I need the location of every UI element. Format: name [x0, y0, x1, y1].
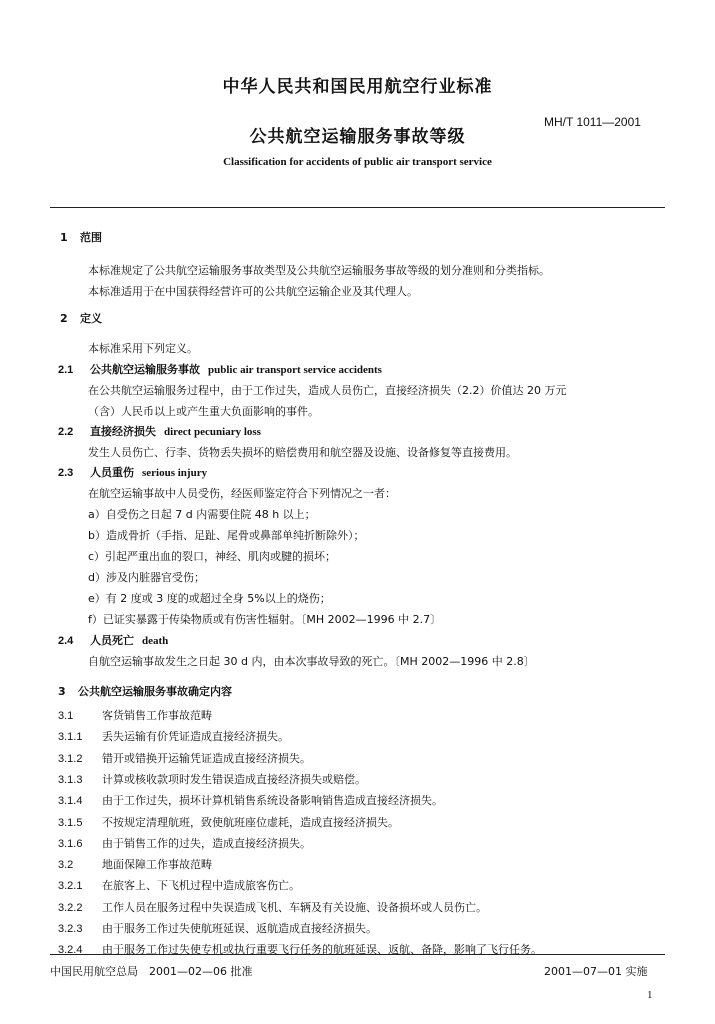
- clause-number: 3.2.3: [58, 923, 83, 935]
- paragraph: （含）人民币以上或产生重大负面影响的事件。: [88, 405, 319, 418]
- term-zh: 公共航空运输服务事故: [90, 363, 200, 376]
- standard-category-title: 中华人民共和国民用航空行业标准: [222, 77, 493, 97]
- clause-number: 3.1.6: [58, 837, 83, 850]
- clause-row: [58, 707, 212, 723]
- clause-number: 3.1.1: [58, 731, 83, 744]
- clause-number: 3.2.4: [58, 944, 83, 957]
- clause-number: 3.2.1: [58, 880, 83, 893]
- list-item: e）有 2 度或 3 度的或超过全身 5%以上的烧伤；: [88, 592, 331, 605]
- clause-row: [58, 856, 212, 872]
- clause-text: 错开或错换开运输凭证造成直接经济损失。: [102, 751, 311, 765]
- section-1-heading: [60, 229, 102, 245]
- term-en: death: [142, 635, 169, 647]
- clause-row: [58, 835, 311, 851]
- section-title: 范围: [80, 231, 102, 244]
- issuer-approval: 中国民用航空总局 2001—02—06 批准: [50, 965, 253, 978]
- list-item: b）造成骨折（手指、足趾、尾骨或鼻部单纯折断除外）；: [88, 529, 365, 542]
- term-zh: 人员重伤: [90, 466, 134, 479]
- section-title: 公共航空运输服务事故确定内容: [78, 685, 232, 698]
- clause-number: 3.2.2: [58, 901, 83, 914]
- definition-2-2-heading: [58, 423, 261, 439]
- list-item: a）自受伤之日起 7 d 内需要住院 48 h 以上；: [88, 508, 316, 521]
- clause-number: 3.1.3: [58, 773, 83, 786]
- section-number: 2: [60, 312, 68, 325]
- clause-row: [58, 899, 487, 915]
- clause-number: 3.2: [58, 859, 74, 872]
- paragraph: 发生人员伤亡、行李、货物丢失损坏的赔偿费用和航空器及设施、设备修复等直接费用。: [88, 446, 517, 459]
- clause-text: 不按规定清理航班，致使航班座位虚耗，造成直接经济损失。: [102, 815, 399, 829]
- term-en: direct pecuniary loss: [164, 426, 261, 438]
- clause-text: 由于工作过失，损坏计算机销售系统设备影响销售造成直接经济损失。: [102, 794, 443, 808]
- clause-number: 3.1.2: [58, 752, 83, 765]
- standard-code: MH/T 1011—2001: [544, 115, 641, 129]
- definition-2-1-heading: [58, 361, 382, 377]
- term-en: serious injury: [142, 467, 208, 479]
- clause-text: 客货销售工作事故范畴: [102, 709, 212, 722]
- clause-row: [58, 771, 366, 787]
- page-number: 1: [647, 989, 653, 1001]
- clause-text: 地面保障工作事故范畴: [102, 858, 212, 872]
- clause-row: [58, 728, 289, 744]
- section-3-heading: [58, 683, 232, 699]
- clause-row: [58, 792, 443, 808]
- paragraph: 在公共航空运输服务过程中，由于工作过失，造成人员伤亡，直接经济损失（2.2）价值达 20 万元: [88, 384, 567, 397]
- clause-number: 3.1.4: [58, 795, 83, 808]
- clause-number: 3.1: [58, 710, 74, 722]
- section-2-heading: [60, 310, 102, 326]
- clause-row: [58, 750, 311, 766]
- term-zh: 人员死亡: [90, 634, 134, 647]
- document-title: 公共航空运输服务事故等级: [249, 127, 466, 147]
- clause-row: [58, 877, 300, 893]
- effective-date: 2001—07—01 实施: [544, 965, 648, 978]
- footer-divider: [50, 954, 665, 955]
- clause-text: 由于服务工作过失使航班延误、返航造成直接经济损失。: [102, 922, 377, 935]
- clause-text: 工作人员在服务过程中失误造成飞机、车辆及有关设施、设备损坏或人员伤亡。: [102, 900, 487, 914]
- definition-2-4-heading: [58, 632, 168, 648]
- clause-text: 计算或核收款项时发生错误造成直接经济损失或赔偿。: [102, 772, 366, 786]
- section-number: 1: [60, 231, 68, 244]
- term-zh: 直接经济损失: [90, 425, 156, 438]
- clause-text: 丢失运输有价凭证造成直接经济损失。: [102, 730, 289, 744]
- clause-number: 2.3: [58, 467, 74, 479]
- clause-number: 3.1.5: [58, 816, 83, 829]
- list-item: c）引起严重出血的裂口，神经、肌肉或腱的损坏；: [88, 550, 337, 563]
- header-divider: [50, 207, 665, 208]
- clause-text: 由于销售工作的过失，造成直接经济损失。: [102, 836, 311, 850]
- clause-row: [58, 814, 399, 830]
- clause-number: 2.1: [58, 364, 74, 376]
- clause-text: 由于服务工作过失使专机或执行重要飞行任务的航班延误、返航、备降，影响了飞行任务。: [102, 943, 542, 957]
- section-title: 定义: [80, 312, 102, 325]
- paragraph: 本标准适用于在中国获得经营许可的公共航空运输企业及其代理人。: [88, 285, 418, 298]
- paragraph: 本标准采用下列定义。: [88, 342, 198, 355]
- paragraph: 自航空运输事故发生之日起 30 d 内，由本次事故导致的死亡。〔MH 2002—1996 中 2.8〕: [88, 655, 535, 668]
- paragraph: 本标准规定了公共航空运输服务事故类型及公共航空运输服务事故等级的划分准则和分类指标。: [88, 264, 550, 277]
- paragraph: 在航空运输事故中人员受伤，经医师鉴定符合下列情况之一者：: [88, 487, 396, 500]
- definition-2-3-heading: [58, 464, 207, 480]
- clause-number: 2.4: [58, 635, 74, 647]
- section-number: 3: [58, 685, 66, 698]
- list-item: f）已证实暴露于传染物质或有伤害性辐射。〔MH 2002—1996 中 2.7〕: [88, 613, 442, 626]
- term-en: public air transport service accidents: [208, 364, 382, 376]
- clause-text: 在旅客上、下飞机过程中造成旅客伤亡。: [102, 879, 300, 893]
- clause-row: [58, 920, 377, 936]
- list-item: d）涉及内脏器官受伤；: [88, 571, 205, 584]
- document-title-english: Classification for accidents of public air transport service: [223, 156, 492, 168]
- clause-number: 2.2: [58, 426, 74, 438]
